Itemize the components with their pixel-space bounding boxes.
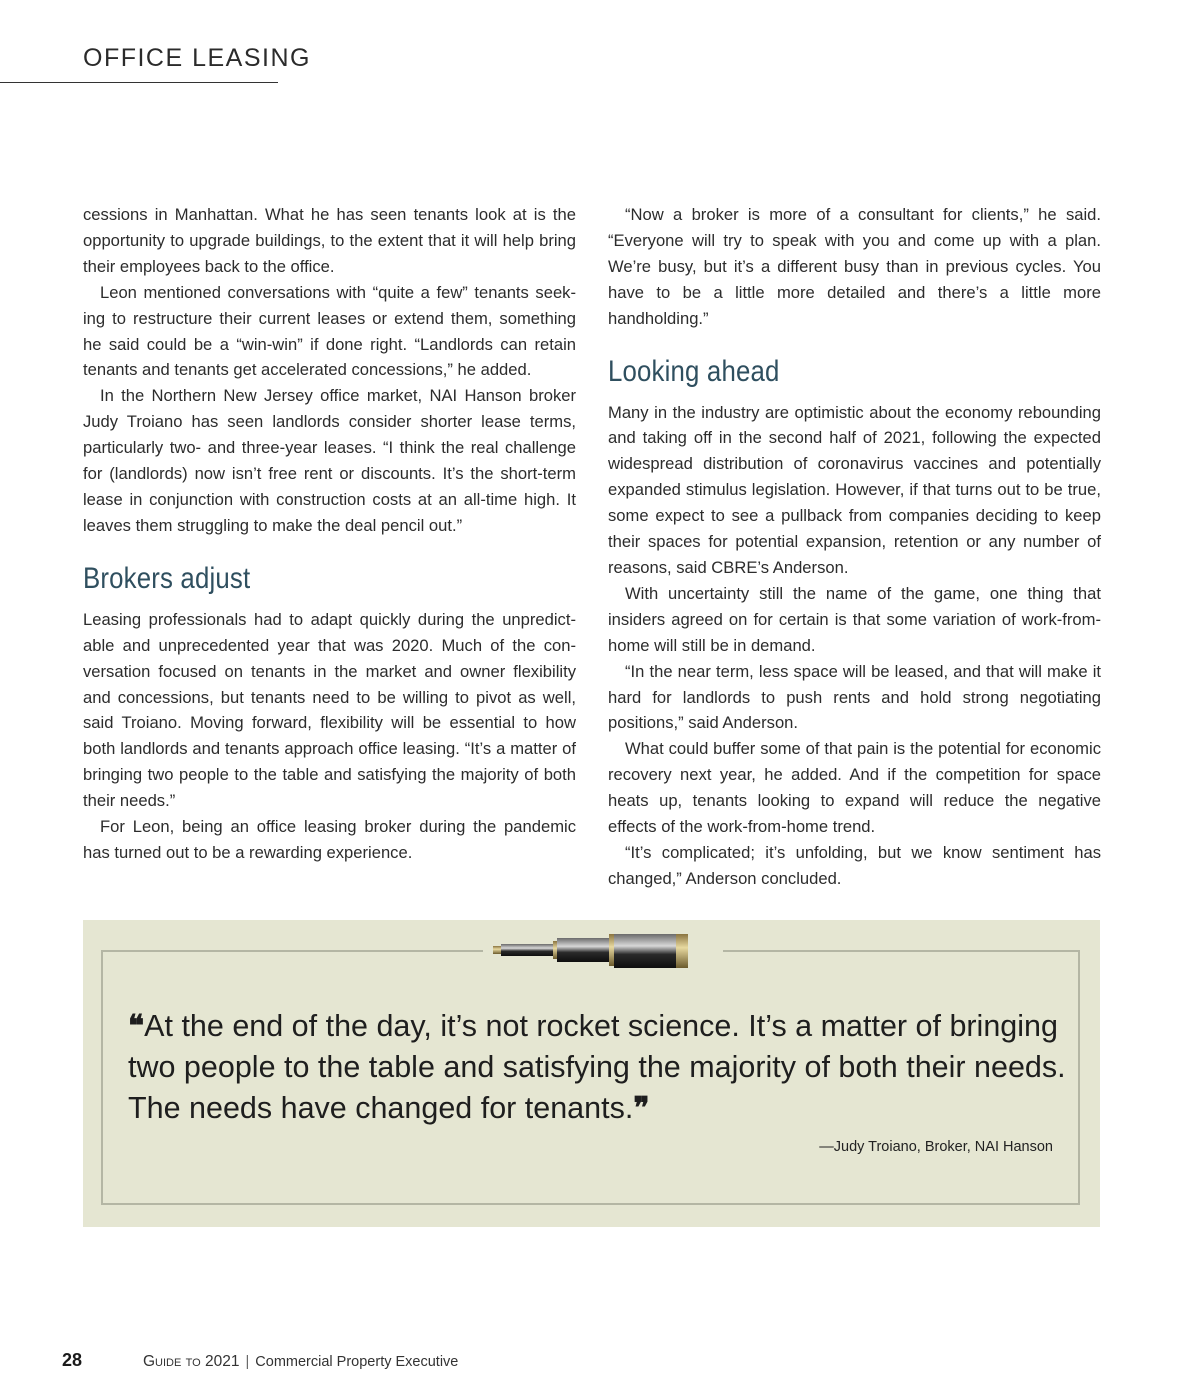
pull-quote-body: At the end of the day, it’s not rocket science. It’s a matter of bringing two people to the table and satisfying the majority of both their needs. The needs have changed for tenants. [128,1009,1066,1125]
article-column-right [608,202,1101,892]
paragraph: “Now a broker is more of a consultant for clients,” he said. “Everyone will try to speak with you and come up with a plan. We’re busy, but it’s a different busy than in previous cycles. You have to be a little more detailed and there’s a little more handholding.” [608,205,1101,328]
paragraph: Many in the industry are optimistic about the economy rebounding and taking off in the second half of 2021, following the expected widespread distribution of coronavirus vaccines and potentially expanded stimulus legislation. However, if that turns out to be true, some expect to see a pullback from companies deciding to keep their spaces for potential expansion, retention or any number of reasons, said CBRE’s Anderson. [608,402,1101,577]
pull-quote-text [128,1006,1068,1129]
page-number: 28 [62,1350,83,1370]
paragraph: What could buffer some of that pain is the potential for economic recovery next year, he added. And if the competition for space heats up, tenants looking to expand will reduce the negative effects of the work-from-home trend. [608,739,1101,837]
open-quote-icon: ❝ [128,1009,145,1044]
paragraph: “It’s complicated; it’s unfolding, but we know sentiment has changed,” Anderson concluded. [608,842,1101,888]
section-heading: Brokers adjust [83,561,251,595]
footer-separator: | [245,1354,250,1370]
paragraph: Leasing professionals had to adapt quickly during the unpredictable and unprecedented year that was 2020. Much of the conversation focused on tenants in the market and owner flexibility and concessions, but tenants need to be willing to pivot as well, said Troiano. Moving forward, flexibility will be essential to how both landlords and tenants approach office leasing. “It’s a matter of bringing two people to the table and satisfying the majority of both their needs.” [83,609,576,811]
pull-quote-panel [83,920,1100,1227]
pull-quote-attribution: —Judy Troiano, Broker, NAI Hanson [819,1139,1053,1155]
paragraph: With uncertainty still the name of the game, one thing that insiders agreed on for certain is that some variation of work-from-home will still be in demand. [608,583,1101,655]
paragraph: Leon mentioned conversations with “quite a few” tenants seeking to restructure their current leases or extend them, something he said could be a “win-win” if done right. “Landlords can retain tenants and tenants get accelerated concessions,” he added. [83,282,576,380]
paragraph: “In the near term, less space will be leased, and that will make it hard for landlords to push rents and hold strong negotiating positions,” said Anderson. [608,661,1101,733]
paragraph: cessions in Manhattan. What he has seen tenants look at is the opportunity to upgrade buildings, to the extent that it will help bring their employees back to the office. [83,205,576,276]
footer-guide: Guide to 2021 [143,1353,240,1370]
close-quote-icon: ❞ [633,1091,650,1126]
footer-publication-name: Commercial Property Executive [255,1354,459,1370]
footer-publication [143,1353,458,1371]
section-label: OFFICE LEASING [83,44,311,72]
article-column-left [83,202,576,866]
pen-icon [493,932,693,970]
section-heading: Looking ahead [608,354,780,388]
paragraph: For Leon, being an office leasing broker during the pandemic has turned out to be a rewarding experience. [83,817,576,862]
paragraph: In the Northern New Jersey office market, NAI Hanson broker Judy Troiano has seen landlords consider shorter lease terms, particularly two- and three-year leases. “I think the real challenge for (landlords) now isn’t free rent or discounts. It’s the short-term lease in conjunction with construction costs at an all-time high. It leaves them struggling to make the deal pencil out.” [83,386,576,535]
section-divider [0,82,278,83]
